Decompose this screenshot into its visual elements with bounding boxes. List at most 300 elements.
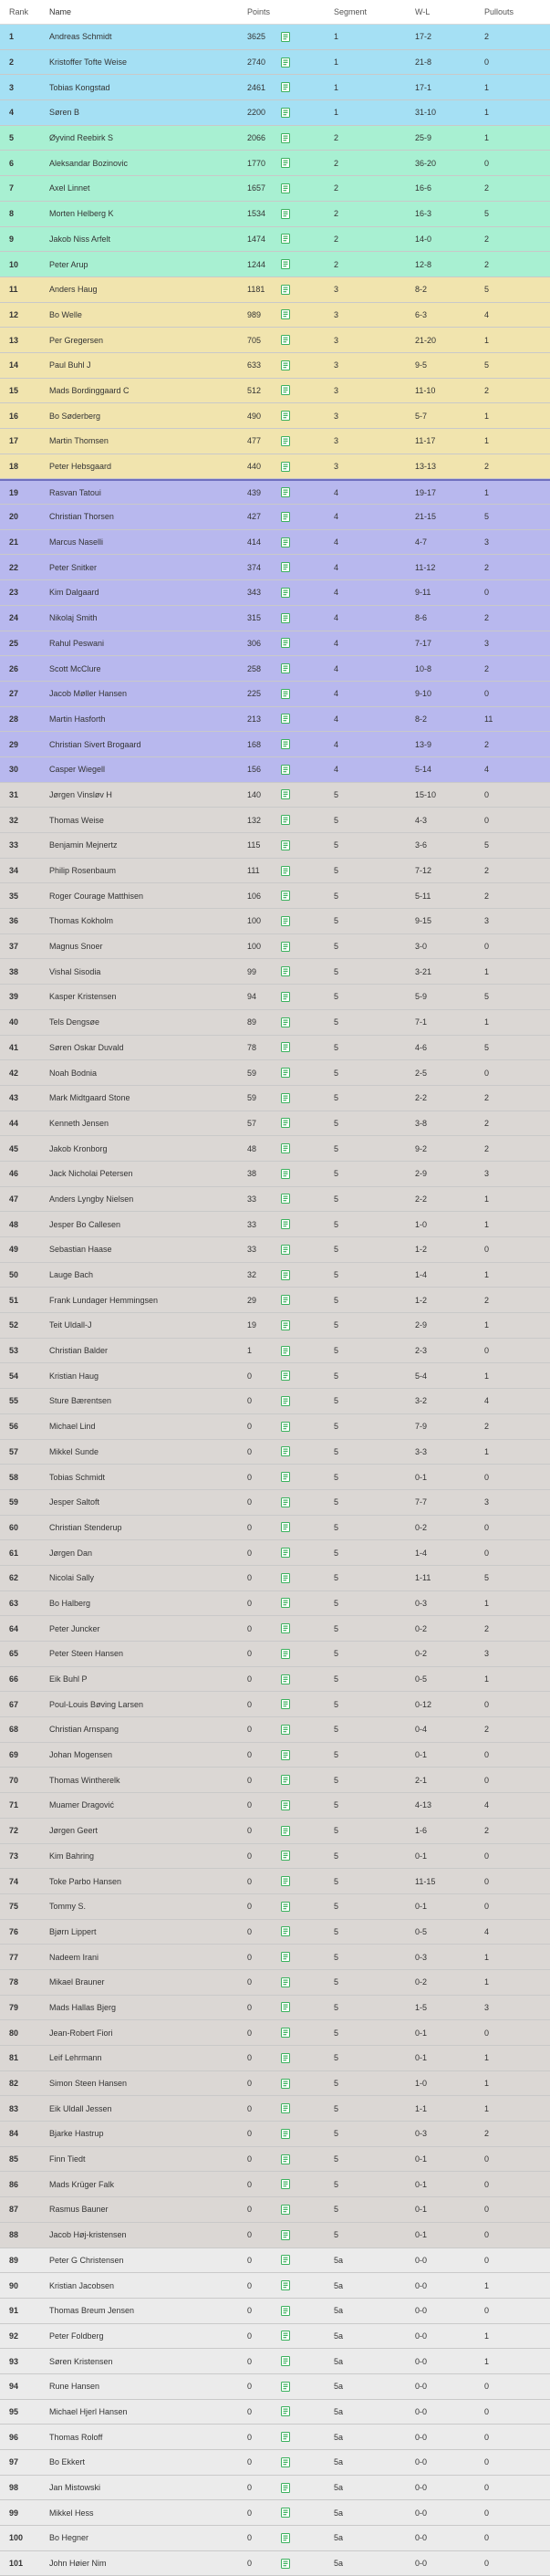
player-name-link[interactable]: Andreas Schmidt (49, 32, 112, 42)
score-sheet-icon[interactable] (279, 2228, 292, 2241)
table-row[interactable] (0, 1591, 550, 1617)
score-sheet-icon[interactable] (279, 2102, 292, 2115)
score-sheet-icon[interactable] (279, 914, 292, 927)
table-row[interactable] (0, 1363, 550, 1389)
score-sheet-icon[interactable] (279, 2203, 292, 2216)
score-sheet-icon[interactable] (279, 561, 292, 574)
player-name-link[interactable]: Muamer Dragović (49, 1800, 115, 1810)
player-name-link[interactable]: Poul-Louis Bøving Larsen (49, 1699, 144, 1709)
score-sheet-icon[interactable] (279, 2405, 292, 2418)
player-name-link[interactable]: Bo Welle (49, 309, 82, 319)
table-row[interactable] (0, 783, 550, 808)
table-row[interactable] (0, 1819, 550, 1844)
table-row[interactable] (0, 505, 550, 530)
score-sheet-icon[interactable] (279, 662, 292, 675)
player-name-link[interactable]: Michael Lind (49, 1422, 96, 1432)
table-row[interactable] (0, 2526, 550, 2551)
table-row[interactable] (0, 2122, 550, 2147)
player-name-link[interactable]: Kim Bahring (49, 1851, 95, 1861)
player-name-link[interactable]: Christian Balder (49, 1346, 109, 1356)
score-sheet-icon[interactable] (279, 1521, 292, 1534)
table-row[interactable] (0, 1540, 550, 1566)
score-sheet-icon[interactable] (279, 2178, 292, 2191)
table-row[interactable] (0, 75, 550, 100)
player-name-link[interactable]: Christian Sivert Brogaard (49, 739, 141, 749)
score-sheet-icon[interactable] (279, 2456, 292, 2468)
player-name-link[interactable]: Søren B (49, 108, 80, 118)
table-row[interactable] (0, 1920, 550, 1945)
table-row[interactable] (0, 530, 550, 556)
player-name-link[interactable]: Øyvind Reebirk S (49, 133, 114, 143)
player-name-link[interactable]: Jean-Robert Fiori (49, 2028, 113, 2038)
player-name-link[interactable]: Philip Rosenbaum (49, 866, 117, 876)
player-name-link[interactable]: Eik Buhl P (49, 1674, 88, 1684)
score-sheet-icon[interactable] (279, 1774, 292, 1787)
score-sheet-icon[interactable] (279, 2355, 292, 2368)
score-sheet-icon[interactable] (279, 2279, 292, 2292)
table-row[interactable] (0, 2349, 550, 2374)
player-name-link[interactable]: Morten Helberg K (49, 209, 114, 219)
score-sheet-icon[interactable] (279, 1445, 292, 1458)
player-name-link[interactable]: Nikolaj Smith (49, 613, 98, 623)
player-name-link[interactable]: Rune Hansen (49, 2382, 100, 2392)
player-name-link[interactable]: Peter G Christensen (49, 2255, 124, 2265)
table-row[interactable] (0, 2273, 550, 2299)
score-sheet-icon[interactable] (279, 1041, 292, 1054)
player-name-link[interactable]: Jan Mistowski (49, 2483, 101, 2493)
player-name-link[interactable]: Casper Wiegell (49, 765, 106, 775)
score-sheet-icon[interactable] (279, 2557, 292, 2570)
player-name-link[interactable]: Noah Bodnia (49, 1068, 98, 1078)
score-sheet-icon[interactable] (279, 1571, 292, 1584)
table-row[interactable] (0, 757, 550, 783)
table-row[interactable] (0, 1516, 550, 1541)
table-row[interactable] (0, 2476, 550, 2501)
player-name-link[interactable]: Paul Buhl J (49, 360, 91, 370)
player-name-link[interactable]: Per Gregersen (49, 335, 104, 345)
score-sheet-icon[interactable] (279, 434, 292, 447)
score-sheet-icon[interactable] (279, 1420, 292, 1433)
table-row[interactable] (0, 2299, 550, 2324)
score-sheet-icon[interactable] (279, 2330, 292, 2342)
table-row[interactable] (0, 202, 550, 227)
score-sheet-icon[interactable] (279, 814, 292, 827)
player-name-link[interactable]: Kristian Jacobsen (49, 2280, 115, 2290)
player-name-link[interactable]: Mikkel Sunde (49, 1446, 99, 1456)
player-name-link[interactable]: Peter Arup (49, 259, 88, 269)
score-sheet-icon[interactable] (279, 1294, 292, 1307)
score-sheet-icon[interactable] (279, 611, 292, 624)
table-row[interactable] (0, 2500, 550, 2526)
player-name-link[interactable]: Jakob Kronborg (49, 1143, 108, 1153)
score-sheet-icon[interactable] (279, 2027, 292, 2039)
player-name-link[interactable]: Aleksandar Bozinovic (49, 158, 129, 168)
player-name-link[interactable]: Tels Dengsøe (49, 1017, 100, 1027)
score-sheet-icon[interactable] (279, 2127, 292, 2140)
score-sheet-icon[interactable] (279, 258, 292, 271)
player-name-link[interactable]: Thomas Wintherelk (49, 1775, 120, 1785)
player-name-link[interactable]: Axel Linnet (49, 183, 90, 193)
player-name-link[interactable]: Anders Haug (49, 285, 98, 295)
player-name-link[interactable]: Jack Nicholai Petersen (49, 1169, 133, 1179)
table-row[interactable] (0, 403, 550, 429)
table-row[interactable] (0, 328, 550, 353)
table-row[interactable] (0, 2020, 550, 2046)
player-name-link[interactable]: Tommy S. (49, 1902, 87, 1912)
player-name-link[interactable]: Michael Hjerl Hansen (49, 2406, 128, 2416)
score-sheet-icon[interactable] (279, 1976, 292, 1988)
table-row[interactable] (0, 808, 550, 833)
table-row[interactable] (0, 1768, 550, 1793)
player-name-link[interactable]: Martin Thomsen (49, 436, 109, 446)
table-row[interactable] (0, 100, 550, 126)
table-row[interactable] (0, 1743, 550, 1768)
score-sheet-icon[interactable] (279, 1193, 292, 1205)
score-sheet-icon[interactable] (279, 207, 292, 220)
player-name-link[interactable]: Peter Hebsgaard (49, 462, 112, 472)
score-sheet-icon[interactable] (279, 1142, 292, 1155)
score-sheet-icon[interactable] (279, 283, 292, 296)
table-row[interactable] (0, 1288, 550, 1313)
player-name-link[interactable]: Mads Krüger Falk (49, 2179, 115, 2189)
table-row[interactable] (0, 985, 550, 1010)
table-row[interactable] (0, 379, 550, 404)
table-row[interactable] (0, 580, 550, 606)
score-sheet-icon[interactable] (279, 1167, 292, 1180)
player-name-link[interactable]: Tobias Schmidt (49, 1472, 106, 1482)
score-sheet-icon[interactable] (279, 965, 292, 978)
score-sheet-icon[interactable] (279, 384, 292, 397)
score-sheet-icon[interactable] (279, 2254, 292, 2267)
score-sheet-icon[interactable] (279, 1622, 292, 1635)
score-sheet-icon[interactable] (279, 536, 292, 548)
player-name-link[interactable]: Thomas Breum Jensen (49, 2306, 135, 2316)
player-name-link[interactable]: Thomas Roloff (49, 2432, 103, 2442)
player-name-link[interactable]: Peter Steen Hansen (49, 1649, 124, 1659)
table-row[interactable] (0, 2374, 550, 2400)
score-sheet-icon[interactable] (279, 2380, 292, 2393)
table-row[interactable] (0, 1212, 550, 1237)
score-sheet-icon[interactable] (279, 586, 292, 599)
table-row[interactable] (0, 1642, 550, 1667)
player-name-link[interactable]: Anders Lyngby Nielsen (49, 1194, 134, 1204)
table-row[interactable] (0, 2400, 550, 2425)
table-row[interactable] (0, 2425, 550, 2450)
player-name-link[interactable]: Sture Bærentsen (49, 1396, 112, 1406)
player-name-link[interactable]: Rasmus Bauner (49, 2205, 109, 2215)
player-name-link[interactable]: Frank Lundager Hemmingsen (49, 1295, 159, 1305)
score-sheet-icon[interactable] (279, 940, 292, 953)
player-name-link[interactable]: Johan Mogensen (49, 1750, 113, 1760)
table-row[interactable] (0, 606, 550, 631)
score-sheet-icon[interactable] (279, 334, 292, 347)
table-row[interactable] (0, 2248, 550, 2274)
header-pullouts[interactable]: Pullouts (484, 7, 514, 16)
table-row[interactable] (0, 1996, 550, 2021)
player-name-link[interactable]: Nicolai Sally (49, 1573, 95, 1583)
player-name-link[interactable]: Benjamin Mejnertz (49, 840, 118, 850)
table-row[interactable] (0, 303, 550, 329)
header-points[interactable]: Points (247, 7, 271, 16)
player-name-link[interactable]: Søren Kristensen (49, 2356, 113, 2366)
score-sheet-icon[interactable] (279, 2304, 292, 2317)
score-sheet-icon[interactable] (279, 157, 292, 170)
table-row[interactable] (0, 707, 550, 733)
table-row[interactable] (0, 1010, 550, 1036)
player-name-link[interactable]: Kasper Kristensen (49, 992, 117, 1002)
player-name-link[interactable]: Jørgen Dan (49, 1548, 93, 1558)
score-sheet-icon[interactable] (279, 2001, 292, 2014)
score-sheet-icon[interactable] (279, 1471, 292, 1484)
score-sheet-icon[interactable] (279, 460, 292, 473)
score-sheet-icon[interactable] (279, 1091, 292, 1104)
table-row[interactable] (0, 454, 550, 480)
table-row[interactable] (0, 277, 550, 303)
table-row[interactable] (0, 1237, 550, 1263)
player-name-link[interactable]: Leif Lehrmann (49, 2053, 102, 2063)
table-row[interactable] (0, 1389, 550, 1414)
table-row[interactable] (0, 252, 550, 277)
score-sheet-icon[interactable] (279, 81, 292, 94)
player-name-link[interactable]: Thomas Kokholm (49, 916, 114, 926)
player-name-link[interactable]: Mikael Brauner (49, 1977, 105, 1987)
table-row[interactable] (0, 934, 550, 960)
score-sheet-icon[interactable] (279, 2531, 292, 2544)
table-row[interactable] (0, 1692, 550, 1717)
score-sheet-icon[interactable] (279, 1547, 292, 1559)
player-name-link[interactable]: Christian Arnspang (49, 1725, 119, 1735)
score-sheet-icon[interactable] (279, 1218, 292, 1231)
score-sheet-icon[interactable] (279, 637, 292, 650)
score-sheet-icon[interactable] (279, 2481, 292, 2494)
player-name-link[interactable]: Simon Steen Hansen (49, 2079, 128, 2089)
table-row[interactable] (0, 656, 550, 682)
table-row[interactable] (0, 1187, 550, 1213)
score-sheet-icon[interactable] (279, 1748, 292, 1761)
player-name-link[interactable]: John Høier Nim (49, 2559, 107, 2569)
player-name-link[interactable]: Christian Stenderup (49, 1522, 122, 1532)
table-row[interactable] (0, 1036, 550, 1061)
player-name-link[interactable]: Kristoffer Tofte Weise (49, 57, 128, 68)
score-sheet-icon[interactable] (279, 1824, 292, 1837)
table-row[interactable] (0, 50, 550, 76)
header-rank[interactable]: Rank (9, 7, 29, 16)
player-name-link[interactable]: Jacob Høj-kristensen (49, 2230, 127, 2240)
score-sheet-icon[interactable] (279, 359, 292, 371)
player-name-link[interactable]: Kenneth Jensen (49, 1118, 109, 1128)
score-sheet-icon[interactable] (279, 131, 292, 144)
player-name-link[interactable]: Tobias Kongstad (49, 82, 110, 92)
table-row[interactable] (0, 1313, 550, 1339)
table-row[interactable] (0, 909, 550, 934)
score-sheet-icon[interactable] (279, 2153, 292, 2165)
table-row[interactable] (0, 25, 550, 50)
player-name-link[interactable]: Sebastian Haase (49, 1245, 112, 1255)
table-row[interactable] (0, 1894, 550, 1920)
score-sheet-icon[interactable] (279, 1370, 292, 1382)
table-row[interactable] (0, 2197, 550, 2223)
player-name-link[interactable]: Jesper Saltoft (49, 1497, 100, 1507)
score-sheet-icon[interactable] (279, 890, 292, 902)
player-name-link[interactable]: Teit Uldall-J (49, 1320, 92, 1330)
player-name-link[interactable]: Christian Thorsen (49, 512, 114, 522)
table-row[interactable] (0, 1111, 550, 1137)
score-sheet-icon[interactable] (279, 233, 292, 245)
table-row[interactable] (0, 176, 550, 202)
table-row[interactable] (0, 1465, 550, 1490)
score-sheet-icon[interactable] (279, 510, 292, 523)
score-sheet-icon[interactable] (279, 2077, 292, 2090)
player-name-link[interactable]: Nadeem Irani (49, 1952, 99, 1962)
player-name-link[interactable]: Jesper Bo Callesen (49, 1219, 121, 1229)
player-name-link[interactable]: Martin Hasforth (49, 714, 106, 724)
player-name-link[interactable]: Kim Dalgaard (49, 588, 99, 598)
table-row[interactable] (0, 1136, 550, 1162)
player-name-link[interactable]: Mads Bordinggaard C (49, 385, 130, 395)
table-row[interactable] (0, 2223, 550, 2248)
player-name-link[interactable]: Peter Foldberg (49, 2331, 104, 2341)
player-name-link[interactable]: Jørgen Vinsløv H (49, 789, 112, 799)
table-row[interactable] (0, 2096, 550, 2122)
player-name-link[interactable]: Eik Uldall Jessen (49, 2103, 112, 2113)
player-name-link[interactable]: Toke Parbo Hansen (49, 1876, 122, 1886)
player-name-link[interactable]: Marcus Naselli (49, 537, 104, 548)
score-sheet-icon[interactable] (279, 1799, 292, 1811)
player-name-link[interactable]: Mark Midtgaard Stone (49, 1093, 130, 1103)
table-row[interactable] (0, 859, 550, 884)
score-sheet-icon[interactable] (279, 1723, 292, 1736)
score-sheet-icon[interactable] (279, 1698, 292, 1711)
table-row[interactable] (0, 1616, 550, 1642)
table-row[interactable] (0, 1970, 550, 1996)
player-name-link[interactable]: Mikkel Hess (49, 2508, 94, 2518)
score-sheet-icon[interactable] (279, 1067, 292, 1079)
player-name-link[interactable]: Finn Tiedt (49, 2154, 86, 2164)
score-sheet-icon[interactable] (279, 1268, 292, 1281)
score-sheet-icon[interactable] (279, 1673, 292, 1685)
player-name-link[interactable]: Magnus Snoer (49, 942, 103, 952)
score-sheet-icon[interactable] (279, 1394, 292, 1407)
score-sheet-icon[interactable] (279, 839, 292, 851)
score-sheet-icon[interactable] (279, 30, 292, 43)
score-sheet-icon[interactable] (279, 106, 292, 119)
player-name-link[interactable]: Scott McClure (49, 663, 101, 673)
table-row[interactable] (0, 126, 550, 151)
table-row[interactable] (0, 1060, 550, 1086)
score-sheet-icon[interactable] (279, 1597, 292, 1610)
table-row[interactable] (0, 682, 550, 707)
table-row[interactable] (0, 1844, 550, 1870)
table-row[interactable] (0, 353, 550, 379)
table-row[interactable] (0, 2071, 550, 2097)
player-name-link[interactable]: Peter Juncker (49, 1623, 100, 1633)
player-name-link[interactable]: Rahul Peswani (49, 638, 105, 648)
score-sheet-icon[interactable] (279, 763, 292, 776)
table-row[interactable] (0, 1566, 550, 1591)
score-sheet-icon[interactable] (279, 1319, 292, 1331)
score-sheet-icon[interactable] (279, 713, 292, 725)
score-sheet-icon[interactable] (279, 1647, 292, 1660)
table-row[interactable] (0, 2324, 550, 2350)
table-row[interactable] (0, 2147, 550, 2173)
player-name-link[interactable]: Peter Snitker (49, 562, 98, 572)
score-sheet-icon[interactable] (279, 687, 292, 700)
player-name-link[interactable]: Kristian Haug (49, 1371, 99, 1381)
score-sheet-icon[interactable] (279, 1951, 292, 1964)
table-row[interactable] (0, 1945, 550, 1970)
score-sheet-icon[interactable] (279, 2431, 292, 2444)
table-row[interactable] (0, 2450, 550, 2476)
score-sheet-icon[interactable] (279, 1344, 292, 1357)
score-sheet-icon[interactable] (279, 738, 292, 751)
player-name-link[interactable]: Jakob Niss Arfelt (49, 234, 111, 244)
table-row[interactable] (0, 833, 550, 859)
score-sheet-icon[interactable] (279, 410, 292, 422)
score-sheet-icon[interactable] (279, 1850, 292, 1862)
table-row[interactable] (0, 151, 550, 176)
player-name-link[interactable]: Mads Hallas Bjerg (49, 2002, 117, 2012)
score-sheet-icon[interactable] (279, 990, 292, 1003)
player-name-link[interactable]: Bjarke Hastrup (49, 2129, 104, 2139)
score-sheet-icon[interactable] (279, 864, 292, 877)
header-segment[interactable]: Segment (334, 7, 368, 16)
header-wl[interactable]: W-L (415, 7, 431, 16)
player-name-link[interactable]: Jørgen Geert (49, 1826, 99, 1836)
table-row[interactable] (0, 1414, 550, 1440)
score-sheet-icon[interactable] (279, 56, 292, 68)
table-row[interactable] (0, 1869, 550, 1894)
table-row[interactable] (0, 1717, 550, 1743)
player-name-link[interactable]: Roger Courage Matthisen (49, 891, 144, 901)
score-sheet-icon[interactable] (279, 2507, 292, 2519)
table-row[interactable] (0, 227, 550, 253)
player-name-link[interactable]: Jacob Møller Hansen (49, 689, 128, 699)
table-row[interactable] (0, 1793, 550, 1819)
table-row[interactable] (0, 1490, 550, 1516)
table-row[interactable] (0, 555, 550, 580)
table-row[interactable] (0, 2046, 550, 2071)
player-name-link[interactable]: Vishal Sisodia (49, 966, 101, 976)
table-row[interactable] (0, 1162, 550, 1187)
score-sheet-icon[interactable] (279, 1117, 292, 1130)
player-name-link[interactable]: Bo Ekkert (49, 2457, 86, 2467)
player-name-link[interactable]: Lauge Bach (49, 1270, 94, 1280)
score-sheet-icon[interactable] (279, 1925, 292, 1938)
score-sheet-icon[interactable] (279, 1243, 292, 1256)
score-sheet-icon[interactable] (279, 486, 292, 499)
score-sheet-icon[interactable] (279, 2051, 292, 2064)
table-row[interactable] (0, 1339, 550, 1364)
table-row[interactable] (0, 1667, 550, 1693)
table-row[interactable] (0, 631, 550, 657)
player-name-link[interactable]: Bo Hegner (49, 2533, 89, 2543)
table-row[interactable] (0, 1086, 550, 1111)
table-row[interactable] (0, 959, 550, 985)
player-name-link[interactable]: Rasvan Tatoui (49, 487, 101, 497)
score-sheet-icon[interactable] (279, 1900, 292, 1913)
table-row[interactable] (0, 883, 550, 909)
score-sheet-icon[interactable] (279, 308, 292, 321)
table-row[interactable] (0, 732, 550, 757)
player-name-link[interactable]: Bo Søderberg (49, 411, 101, 421)
score-sheet-icon[interactable] (279, 1016, 292, 1028)
table-row[interactable] (0, 1440, 550, 1465)
table-row[interactable] (0, 479, 550, 505)
player-name-link[interactable]: Søren Oskar Duvald (49, 1042, 124, 1052)
player-name-link[interactable]: Bo Halberg (49, 1598, 91, 1608)
score-sheet-icon[interactable] (279, 1875, 292, 1888)
score-sheet-icon[interactable] (279, 1496, 292, 1508)
